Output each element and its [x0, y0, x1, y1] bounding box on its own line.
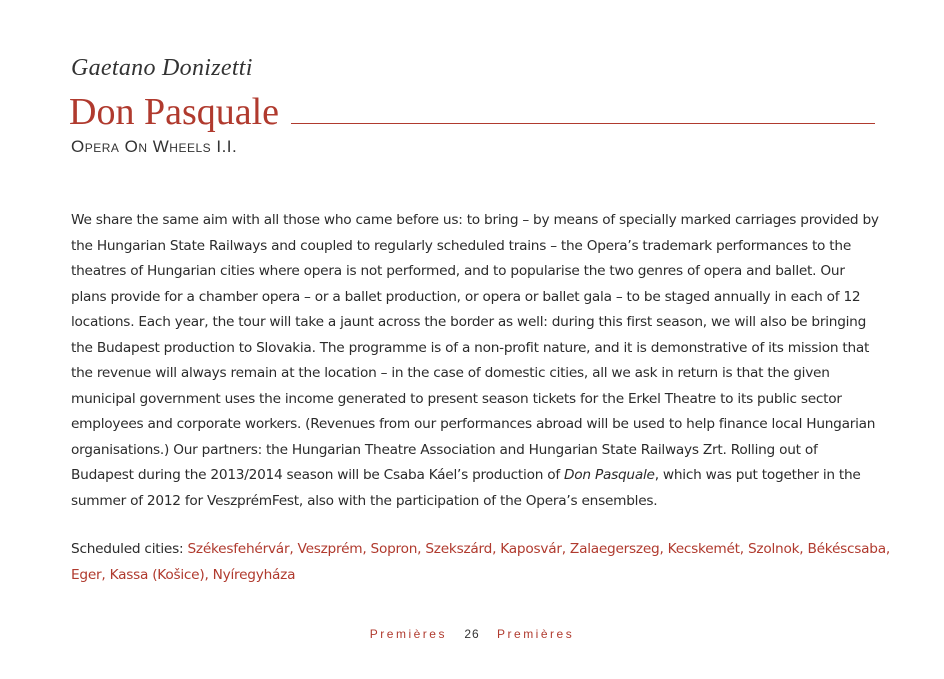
page-title: Don Pasquale [69, 91, 280, 133]
cities-list: Székesfehérvár, Veszprém, Sopron, Szekszárd, Kaposvár, Zalaegerszeg, Kecskemét, Szolnok, Békéscsaba, Eger, Kassa (Košice), Nyíregyháza [71, 541, 890, 583]
footer-left-label: Premières [369, 627, 447, 641]
composer-name: Gaetano Donizetti [71, 55, 253, 81]
title-rule [291, 123, 875, 124]
body-italic-title: Don Pasquale [564, 467, 655, 483]
title-row [69, 92, 875, 132]
body-text-part-2: , which was put together in the summer of 2012 for VeszprémFest, also with the participation of the Opera’s ensembles. [71, 467, 861, 509]
page-footer [0, 627, 944, 641]
body-text-part-1: We share the same aim with all those who came before us: to bring – by means of specially marked carriages provided by the Hungarian State Railways and coupled to regularly scheduled trains – the Opera’s trademark performances to the theatres of Hungarian cities where opera is not performed, and to popularise the two genres of opera and ballet. Our plans provide for a chamber opera – or a ballet production, or opera or ballet gala – to be staged annually in each of 12 locations. Each year, the tour will take a jaunt across the border as well: during this first season, we will also be bringing the Budapest production to Slovakia. The programme is of a non-profit nature, and it is demonstrative of its mission that the revenue will always remain at the location – in the case of domestic cities, all we ask in return is that the given municipal government uses the income generated to present season tickets for the Erkel Theatre to its public sector employees and corporate workers. (Revenues from our performances abroad will be used to help finance local Hungarian organisations.) Our partners: the Hungarian Theatre Association and Hungarian State Railways Zrt. Rolling out of Budapest during the 2013/2014 season will be Csaba Káel’s production of [71, 212, 879, 483]
page-subtitle: Opera On Wheels I.I. [71, 137, 238, 156]
cities-label: Scheduled cities: [71, 541, 188, 557]
scheduled-cities [71, 537, 891, 588]
page-number: 26 [464, 627, 480, 641]
footer-right-label: Premières [497, 627, 575, 641]
body-paragraph [71, 208, 881, 514]
